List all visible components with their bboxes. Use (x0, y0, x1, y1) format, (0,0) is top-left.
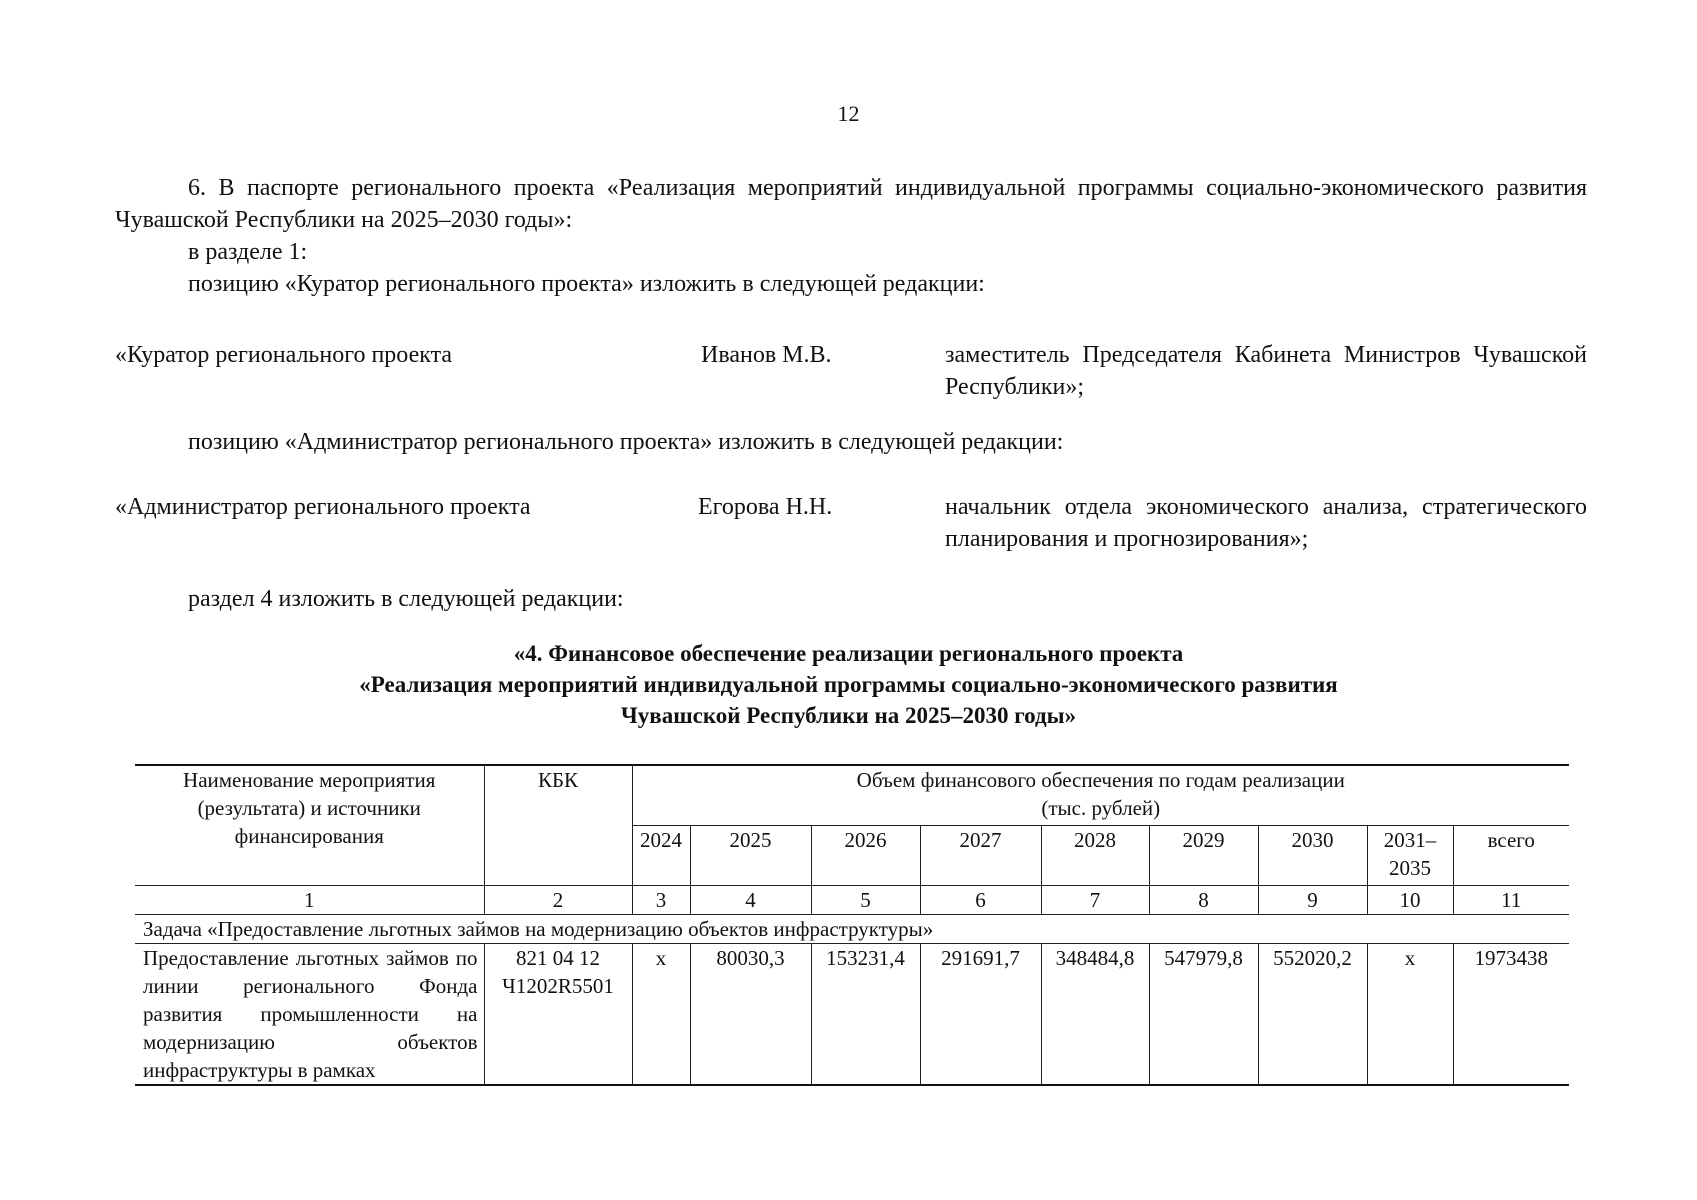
value-cell: x (632, 944, 690, 1086)
column-number: 6 (920, 886, 1041, 915)
year-header: 2029 (1149, 826, 1258, 886)
section-heading (0, 638, 1697, 731)
intro-paragraph: 6. В паспорте регионального проекта «Реализация мероприятий индивидуальной программы социально-экономического развития Чувашской Республики на 2025–2030 годы»: (115, 175, 1587, 233)
col-name-header: Наименование мероприятия (результата) и источники финансирования (135, 765, 484, 886)
year-header: 2024 (632, 826, 690, 886)
year-header: 2030 (1258, 826, 1367, 886)
heading-line-2: «Реализация мероприятий индивидуальной программы социально-экономического развития (359, 672, 1338, 697)
header-row-1 (135, 765, 1569, 826)
section4-instruction: раздел 4 изложить в следующей редакции: (188, 586, 624, 612)
heading-line-1: «4. Финансовое обеспечение реализации регионального проекта (513, 641, 1184, 666)
value-cell: 348484,8 (1041, 944, 1149, 1086)
total-cell: 1973438 (1453, 944, 1569, 1086)
column-number: 4 (690, 886, 811, 915)
column-number: 1 (135, 886, 484, 915)
value-cell: 153231,4 (811, 944, 920, 1086)
section-line: в разделе 1: (188, 239, 308, 265)
curator-name: Иванов М.В. (701, 342, 832, 368)
volume-header-line2: (тыс. рублей) (1041, 796, 1161, 820)
year-header: 2031–2035 (1367, 826, 1453, 886)
col-volume-header (632, 765, 1569, 826)
column-number-row (135, 886, 1569, 915)
value-cell: x (1367, 944, 1453, 1086)
administrator-position: начальник отдела экономического анализа, стратегического планирования и прогнозирования»; (945, 494, 1587, 552)
administrator-role: «Администратор регионального проекта (115, 494, 531, 520)
kbk-line2: Ч1202R5501 (502, 974, 614, 998)
year-header: 2027 (920, 826, 1041, 886)
administrator-row (115, 491, 1587, 561)
year-header: 2026 (811, 826, 920, 886)
year-header: 2028 (1041, 826, 1149, 886)
value-cell: 547979,8 (1149, 944, 1258, 1086)
column-number: 7 (1041, 886, 1149, 915)
value-cell: 291691,7 (920, 944, 1041, 1086)
kbk-line1: 821 04 12 (516, 946, 600, 970)
year-header: 2025 (690, 826, 811, 886)
page-number: 12 (837, 101, 860, 126)
column-number: 9 (1258, 886, 1367, 915)
kbk-cell (484, 944, 632, 1086)
column-number: 2 (484, 886, 632, 915)
col-kbk-header: КБК (484, 765, 632, 886)
measure-name: Предоставление льготных займов по линии регионального Фонда развития промышленности на модернизацию объектов инфраструктуры в рамках (135, 944, 484, 1086)
task-row (135, 915, 1569, 944)
curator-row (115, 339, 1587, 409)
value-cell: 80030,3 (690, 944, 811, 1086)
admin-instruction: позицию «Администратор регионального проекта» изложить в следующей редакции: (188, 429, 1064, 455)
heading-line-3: Чувашской Республики на 2025–2030 годы» (620, 703, 1077, 728)
curator-role: «Куратор регионального проекта (115, 342, 453, 368)
financing-table (135, 764, 1569, 1086)
volume-header-line1: Объем финансового обеспечения по годам реализации (856, 768, 1345, 792)
administrator-name: Егорова Н.Н. (698, 494, 833, 520)
column-number: 11 (1453, 886, 1569, 915)
curator-position: заместитель Председателя Кабинета Министров Чувашской Республики»; (945, 342, 1587, 400)
total-header: всего (1453, 826, 1569, 886)
column-number: 10 (1367, 886, 1453, 915)
curator-instruction: позицию «Куратор регионального проекта» изложить в следующей редакции: (188, 271, 985, 297)
column-number: 8 (1149, 886, 1258, 915)
table-row (135, 944, 1569, 1086)
column-number: 5 (811, 886, 920, 915)
task-title: Задача «Предоставление льготных займов на модернизацию объектов инфраструктуры» (135, 915, 1569, 944)
value-cell: 552020,2 (1258, 944, 1367, 1086)
column-number: 3 (632, 886, 690, 915)
